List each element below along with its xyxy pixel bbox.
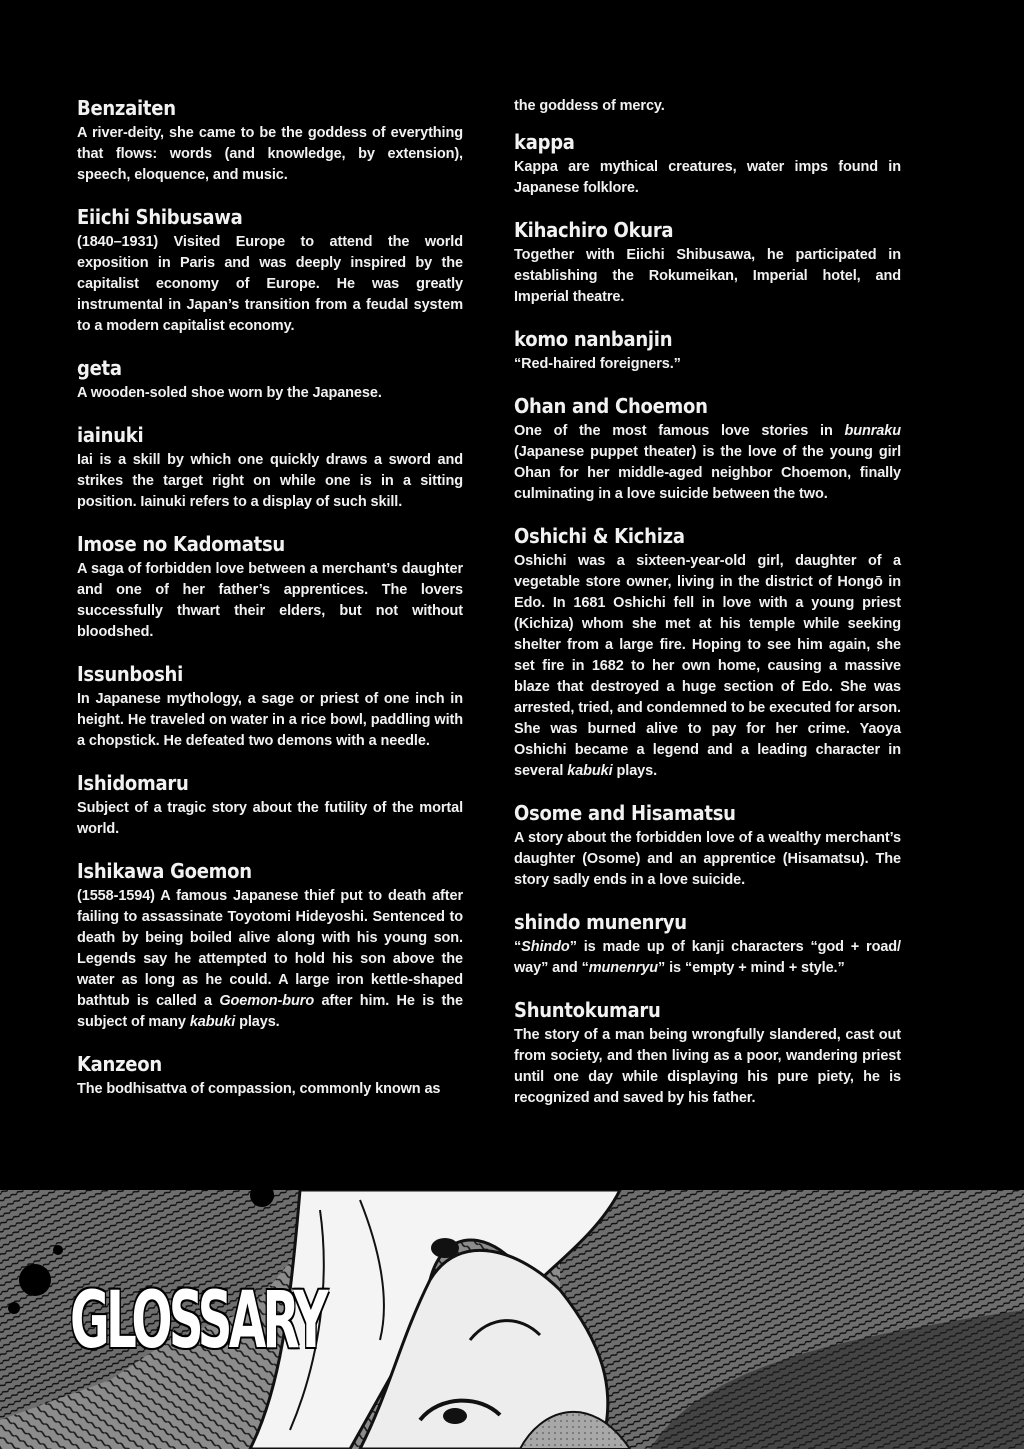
term-definition xyxy=(77,886,463,1033)
term-heading: Imose no Kadomatsu xyxy=(77,532,285,556)
term-heading: Ishikawa Goemon xyxy=(77,859,252,883)
term-definition: The bodhisattva of compassion, commonly known as xyxy=(77,1081,441,1097)
glossary-entry-shindo-munenryu xyxy=(514,910,901,979)
term-definition: A river-deity, she came to be the goddess of everything that flows: words (and knowledge, by extension), speech, eloquence, and music. xyxy=(77,125,463,183)
definition-italic-term: Shindo xyxy=(521,939,570,955)
definition-text: One of the most famous love stories in xyxy=(514,423,845,439)
term-heading: Kihachiro Okura xyxy=(514,218,674,242)
definition-italic-term: Goemon-buro xyxy=(219,993,315,1009)
glossary-entry-eiichi-shibusawa xyxy=(77,205,463,337)
term-heading: geta xyxy=(77,356,122,380)
term-heading: shindo munenryu xyxy=(514,910,687,934)
term-heading: Shuntokumaru xyxy=(514,998,661,1022)
definition-text: plays. xyxy=(235,1014,280,1030)
page-title: GLOSSARY xyxy=(70,1276,325,1366)
term-heading: Eiichi Shibusawa xyxy=(77,205,243,229)
definition-text: “ xyxy=(514,939,522,955)
term-heading: Issunboshi xyxy=(77,662,184,686)
glossary-entry-kihachiro-okura xyxy=(514,218,901,308)
definition-text: (1558-1594) A famous Japanese thief put to death after failing to assassinate Toyotomi Hideyoshi. Sentenced to death by being boiled alive along with his young son. Legends say he attempted to hold his son above the water as long as he could. A large iron kettle-shaped bathtub is called a xyxy=(77,888,463,1009)
term-heading: Ishidomaru xyxy=(77,771,189,795)
glossary-entry-continuation xyxy=(514,96,901,117)
glossary-entry-imose-no-kadomatsu xyxy=(77,532,463,643)
term-definition: Kappa are mythical creatures, water imps found in Japanese folklore. xyxy=(514,159,901,196)
term-definition: A story about the forbidden love of a wealthy merchant’s daughter (Osome) and an apprentice (Hisamatsu). The story sadly ends in a love suicide. xyxy=(514,830,901,888)
left-column xyxy=(77,96,463,1119)
term-definition: Iai is a skill by which one quickly draws a sword and strikes the target right on while one is in a sitting position. Iainuki refers to a display of such skill. xyxy=(77,452,463,510)
glossary-entry-ohan-and-choemon xyxy=(514,394,901,505)
term-heading: Osome and Hisamatsu xyxy=(514,801,736,825)
definition-italic-term: kabuki xyxy=(189,1014,236,1030)
definition-text: ” is “empty + mind + style.” xyxy=(658,960,845,976)
glossary-entry-oshichi-kichiza xyxy=(514,524,901,782)
glossary-entry-kanzeon xyxy=(77,1052,463,1100)
glossary-entry-benzaiten xyxy=(77,96,463,186)
term-heading: Kanzeon xyxy=(77,1052,162,1076)
right-column xyxy=(514,96,901,1128)
glossary-entry-geta xyxy=(77,356,463,404)
term-heading: Benzaiten xyxy=(77,96,176,120)
term-definition: A wooden-soled shoe worn by the Japanese. xyxy=(77,385,382,401)
definition-text: Oshichi was a sixteen-year-old girl, daughter of a vegetable store owner, living in the district of Hongō in Edo. In 1681 Oshichi fell in love with a young priest (Kichiza) whom she met at his temple while seeking shelter from a large fire. Hoping to see him again, she set fire in 1682 to her own home, causing a massive blaze that destroyed a huge section of Edo. She was arrested, tried, and condemned to be executed for arson. She was burned alive to pay for her crime. Yaoya Oshichi became a legend and a leading character in several xyxy=(514,553,901,779)
glossary-entry-osome-and-hisamatsu xyxy=(514,801,901,891)
glossary-entry-kappa xyxy=(514,130,901,199)
glossary-entry-shuntokumaru xyxy=(514,998,901,1109)
definition-italic-term: munenryu xyxy=(588,960,659,976)
glossary-entry-ishikawa-goemon xyxy=(77,859,463,1033)
definition-text: after him. He is the subject of many xyxy=(77,993,463,1030)
term-heading: Oshichi & Kichiza xyxy=(514,524,685,548)
term-definition xyxy=(514,937,901,979)
term-definition: In Japanese mythology, a sage or priest of one inch in height. He traveled on water in a rice bowl, paddling with a chopstick. He defeated two demons with a needle. xyxy=(77,691,463,749)
term-heading: kappa xyxy=(514,130,575,154)
definition-italic-term: bunraku xyxy=(844,423,901,439)
definition-text: (Japanese puppet theater) is the love of the young girl Ohan for her middle-aged neighbor Choemon, finally culminating in a love suicide between the two. xyxy=(514,444,901,502)
term-heading: komo nanbanjin xyxy=(514,327,673,351)
term-definition: Together with Eiichi Shibusawa, he participated in establishing the Rokumeikan, Imperial hotel, and Imperial theatre. xyxy=(514,247,901,305)
term-heading: Ohan and Choemon xyxy=(514,394,708,418)
term-definition: Subject of a tragic story about the futility of the mortal world. xyxy=(77,800,463,837)
term-definition: (1840–1931) Visited Europe to attend the world exposition in Paris and was deeply inspired by the capitalist economy of Europe. He was greatly instrumental in Japan’s transition from a feudal system to a modern capitalist economy. xyxy=(77,234,463,334)
glossary-entry-komo-nanbanjin xyxy=(514,327,901,375)
glossary-entry-ishidomaru xyxy=(77,771,463,840)
term-definition: A saga of forbidden love between a merchant’s daughter and one of her father’s apprentices. The lovers successfully thwart their elders, but not without bloodshed. xyxy=(77,561,463,640)
term-definition: The story of a man being wrongfully slandered, cast out from society, and then living as a poor, wandering priest until one day while displaying his pure piety, he is recognized and saved by his father. xyxy=(514,1027,901,1106)
term-definition: “Red-haired foreigners.” xyxy=(514,356,681,372)
term-definition xyxy=(514,421,901,505)
definition-italic-term: kabuki xyxy=(567,763,613,779)
term-definition xyxy=(514,551,901,782)
definition-text: plays. xyxy=(612,763,658,779)
term-heading: iainuki xyxy=(77,423,144,447)
glossary-entry-issunboshi xyxy=(77,662,463,752)
glossary-entry-iainuki xyxy=(77,423,463,513)
term-definition-continued: the goddess of mercy. xyxy=(514,98,665,114)
definition-text: ” is made up of kanji characters “god + road/ way” and “ xyxy=(514,939,901,976)
